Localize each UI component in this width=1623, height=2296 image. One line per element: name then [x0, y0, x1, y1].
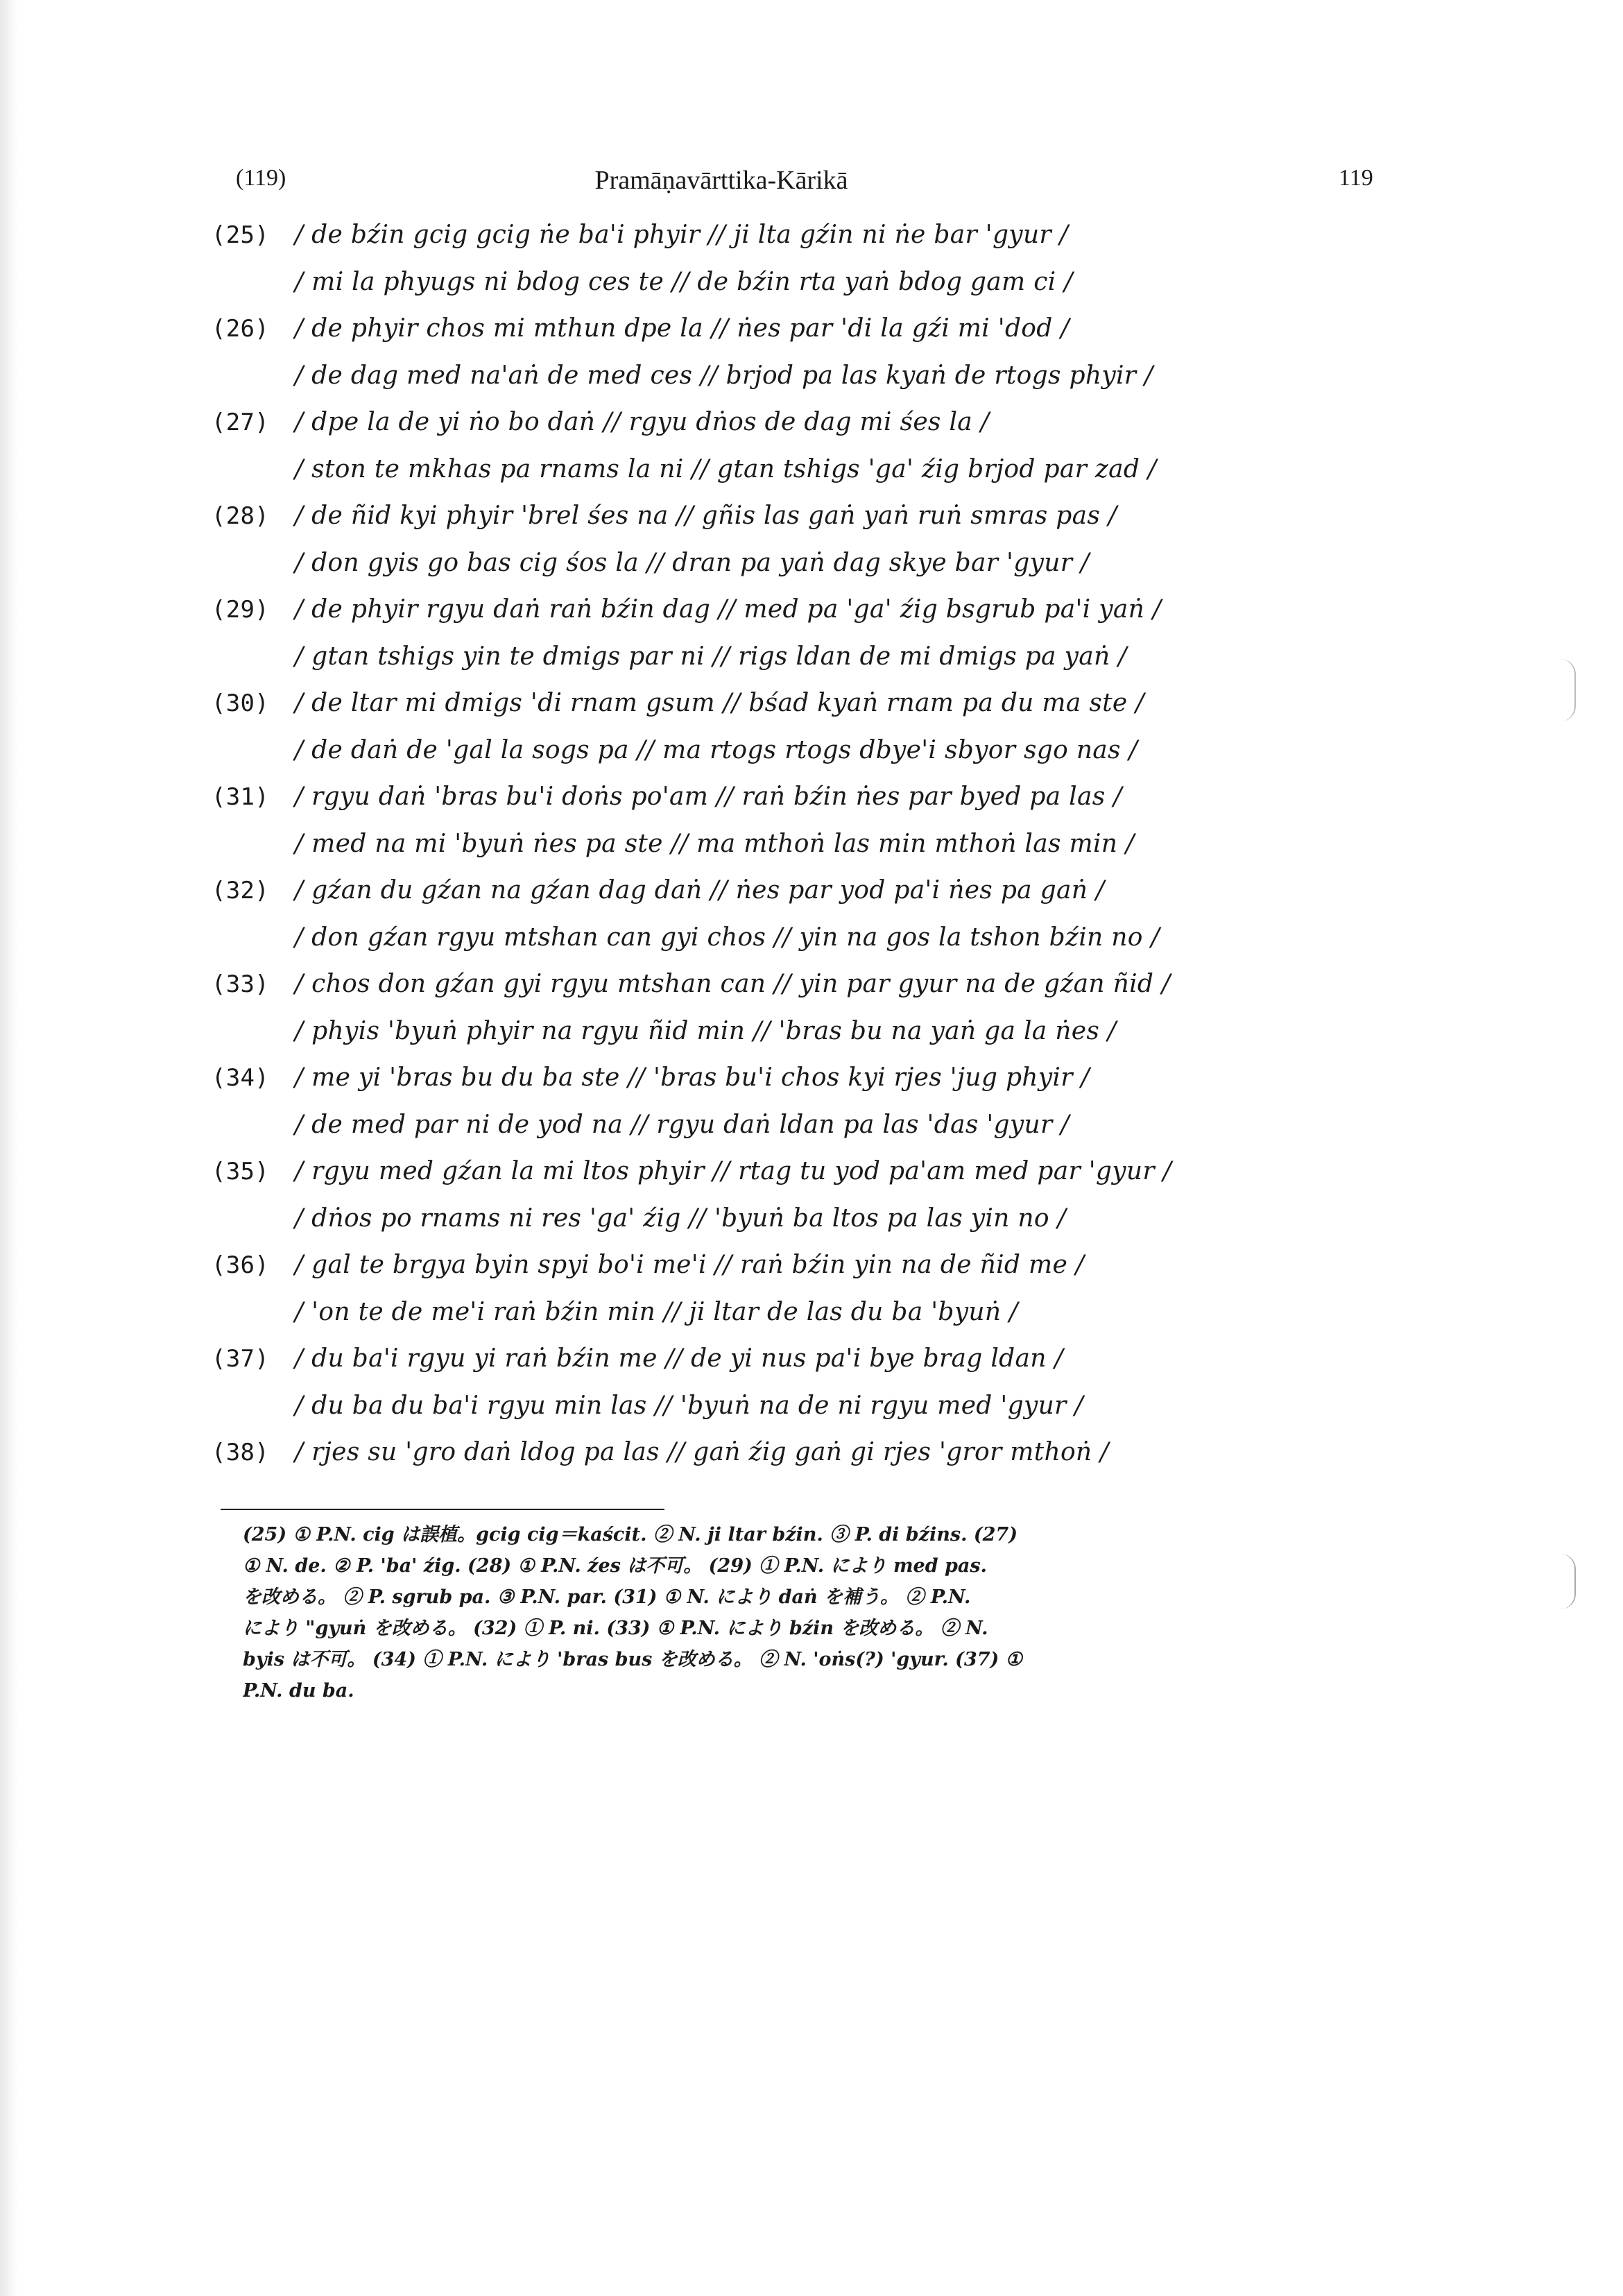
verse-text: / chos don gźan gyi rgyu mtshan can // yin par gyur na de gźan ñid / — [295, 970, 1171, 998]
verse-line — [212, 399, 1391, 446]
verse-text: / de med par ni de yod na // rgyu daṅ ldan pa las 'das 'gyur / — [295, 1110, 1070, 1139]
verse-text: / 'on te de me'i raṅ bźin min // ji ltar de las du ba 'byuṅ / — [295, 1297, 1018, 1326]
running-header — [0, 165, 1623, 207]
verse-block — [212, 212, 1391, 1476]
verse-number: (34) — [212, 1064, 270, 1092]
verse-number: (28) — [212, 502, 270, 530]
verse-text: / don gyis go bas cig śos la // dran pa yaṅ dag skye bar 'gyur / — [295, 548, 1090, 577]
verse-text: / phyis 'byuṅ phyir na rgyu ñid min // 'bras bu na yaṅ ga la ṅes / — [295, 1016, 1117, 1045]
verse-text: / med na mi 'byuṅ ṅes pa ste // ma mthoṅ las min mthoṅ las min / — [295, 829, 1135, 858]
verse-text: / de ltar mi dmigs 'di rnam gsum // bśad kyaṅ rnam pa du ma ste / — [295, 689, 1144, 717]
verse-line — [212, 821, 1391, 868]
verse-line — [212, 1335, 1391, 1382]
verse-line — [212, 586, 1391, 633]
verse-text: / dpe la de yi ṅo bo daṅ // rgyu dṅos de dag mi śes la / — [295, 408, 990, 436]
verse-number: (29) — [212, 596, 270, 624]
verse-number: (31) — [212, 783, 270, 811]
verse-text: / mi la phyugs ni bdog ces te // de bźin rta yaṅ bdog gam ci / — [295, 267, 1073, 296]
verse-line — [212, 446, 1391, 493]
verse-line — [212, 727, 1391, 774]
verse-line — [212, 961, 1391, 1008]
verse-text: / rjes su 'gro daṅ ldog pa las // gaṅ źig gaṅ gi rjes 'gror mthoṅ / — [295, 1438, 1109, 1466]
verse-line — [212, 259, 1391, 306]
verse-number: (33) — [212, 970, 270, 998]
footnote-line: を改める。 ② P. sgrub pa. ③ P.N. par. (31) ① N. により daṅ を補う。 ② P.N. — [243, 1586, 971, 1608]
verse-line — [212, 540, 1391, 587]
footnote-line: (25) ① P.N. cig は誤植。gcig cig＝kaścit. ② N. ji ltar bźin. ③ P. di bźins. (27) — [243, 1524, 1018, 1545]
verse-text: / de bźin gcig gcig ṅe ba'i phyir // ji lta gźin ni ṅe bar 'gyur / — [295, 221, 1069, 249]
verse-text: / gtan tshigs yin te dmigs par ni // rigs ldan de mi dmigs pa yaṅ / — [295, 642, 1127, 671]
verse-line — [212, 867, 1391, 914]
verse-line — [212, 773, 1391, 821]
footnote-line: により "gyuṅ を改める。 (32) ① P. ni. (33) ① P.N. により bźin を改める。 ② N. — [243, 1618, 988, 1639]
verse-text: / du ba'i rgyu yi raṅ bźin me // de yi nus pa'i bye brag ldan / — [295, 1344, 1063, 1373]
verse-line — [212, 1148, 1391, 1195]
scan-left-edge — [0, 0, 18, 2296]
verse-line — [212, 1054, 1391, 1102]
verse-line — [212, 352, 1391, 400]
header-title: Pramāṇavārttika-Kārikā — [594, 166, 848, 195]
footnote-rule — [221, 1509, 664, 1510]
verse-line — [212, 1429, 1391, 1476]
verse-number: (35) — [212, 1158, 270, 1185]
page-number: 119 — [1339, 165, 1373, 191]
verse-text: / de dag med na'aṅ de med ces // brjod pa las kyaṅ de rtogs phyir / — [295, 361, 1153, 390]
verse-line — [212, 305, 1391, 352]
verse-text: / gal te brgya byin spyi bo'i me'i // raṅ bźin yin na de ñid me / — [295, 1251, 1085, 1279]
verse-text: / de phyir chos mi mthun dpe la // ṅes par 'di la gźi mi 'dod / — [295, 314, 1070, 343]
verse-line — [212, 633, 1391, 680]
verse-number: (36) — [212, 1251, 270, 1279]
verse-text: / du ba du ba'i rgyu min las // 'byuṅ na de ni rgyu med 'gyur / — [295, 1391, 1083, 1420]
verse-text: / don gźan rgyu mtshan can gyi chos // yin na gos la tshon bźin no / — [295, 923, 1160, 952]
scan-mark — [1561, 1554, 1576, 1609]
verse-number: (30) — [212, 689, 270, 717]
verse-text: / me yi 'bras bu du ba ste // 'bras bu'i chos kyi rjes 'jug phyir / — [295, 1063, 1090, 1092]
verse-line — [212, 212, 1391, 259]
verse-text: / de phyir rgyu daṅ raṅ bźin dag // med pa 'ga' źig bsgrub pa'i yaṅ / — [295, 595, 1162, 624]
verse-line — [212, 1102, 1391, 1149]
footnote-line: P.N. du ba. — [243, 1680, 354, 1702]
verse-number: (38) — [212, 1439, 270, 1466]
verse-line — [212, 1242, 1391, 1289]
header-section-number: (119) — [236, 165, 286, 191]
verse-line — [212, 492, 1391, 540]
footnote-line: ① N. de. ② P. 'ba' źig. (28) ① P.N. źes は不可。 (29) ① P.N. により med pas. — [243, 1555, 987, 1577]
verse-text: / ston te mkhas pa rnams la ni // gtan tshigs 'ga' źig brjod par zad / — [295, 454, 1157, 483]
verse-line — [212, 1289, 1391, 1336]
verse-text: / rgyu med gźan la mi ltos phyir // rtag tu yod pa'am med par 'gyur / — [295, 1157, 1172, 1185]
verse-number: (32) — [212, 877, 270, 905]
verse-text: / de daṅ de 'gal la sogs pa // ma rtogs rtogs dbye'i sbyor sgo nas / — [295, 735, 1138, 764]
verse-number: (26) — [212, 315, 270, 343]
verse-line — [212, 1195, 1391, 1242]
scan-mark — [1561, 659, 1576, 721]
verse-text: / de ñid kyi phyir 'brel śes na // gñis las gaṅ yaṅ ruṅ smras pas / — [295, 502, 1117, 530]
verse-text: / dṅos po rnams ni res 'ga' źig // 'byuṅ ba ltos pa las yin no / — [295, 1203, 1067, 1233]
verse-text: / gźan du gźan na gźan dag daṅ // ṅes par yod pa'i ṅes pa gaṅ / — [295, 876, 1105, 905]
verse-line — [212, 1008, 1391, 1055]
verse-number: (27) — [212, 409, 270, 436]
verse-number: (25) — [212, 221, 270, 249]
footnote-line: byis は不可。 (34) ① P.N. により 'bras bus を改める。 ② N. 'oṅs(?) 'gyur. (37) ① — [243, 1649, 1022, 1670]
verse-line — [212, 680, 1391, 727]
verse-number: (37) — [212, 1345, 270, 1373]
verse-line — [212, 1382, 1391, 1430]
verse-text: / rgyu daṅ 'bras bu'i doṅs po'am // raṅ bźin ṅes par byed pa las / — [295, 782, 1122, 811]
verse-line — [212, 914, 1391, 961]
footnotes — [243, 1519, 1415, 1706]
